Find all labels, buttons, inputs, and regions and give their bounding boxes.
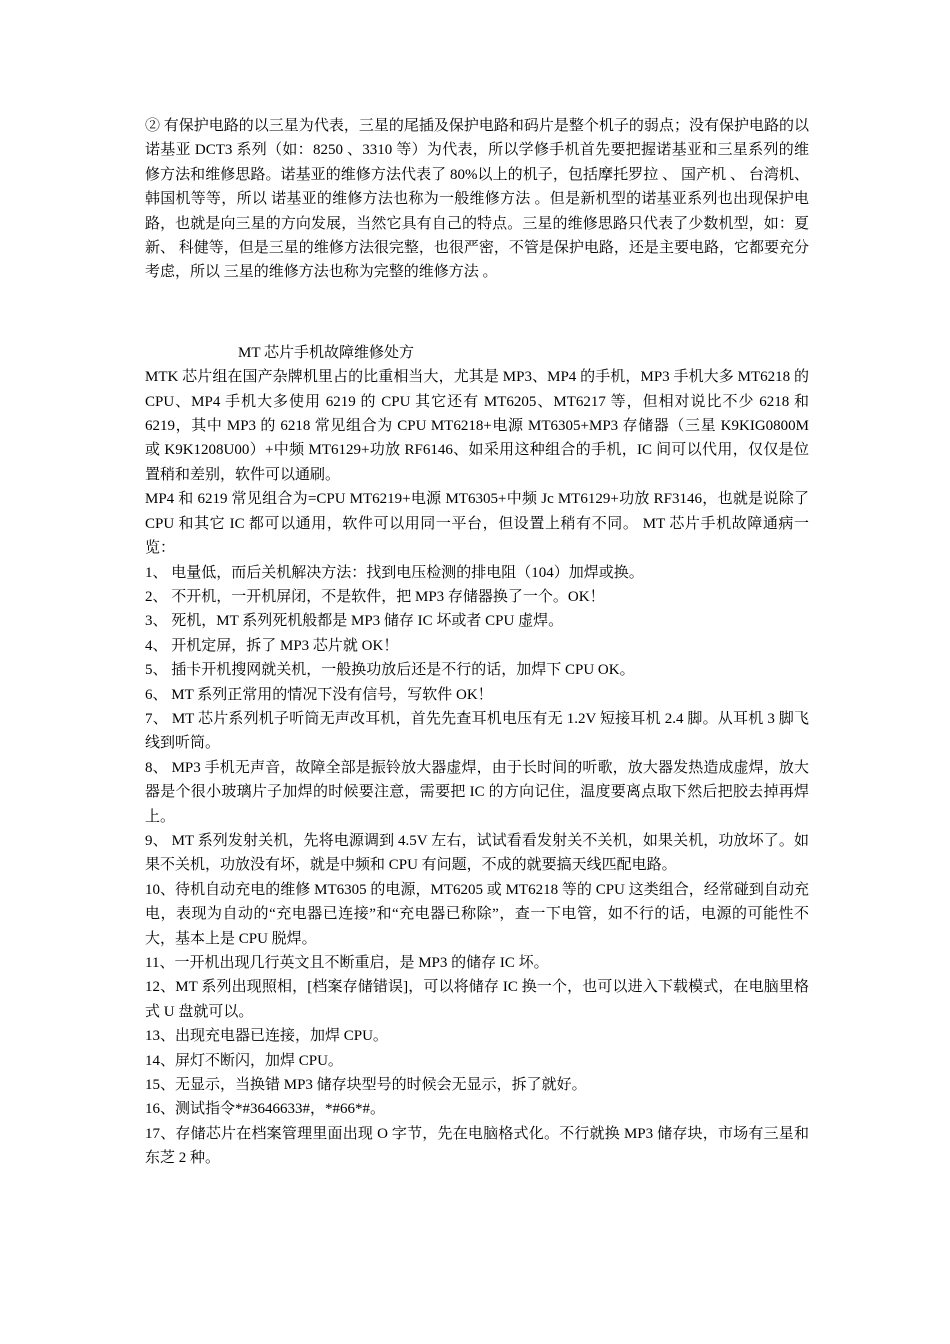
list-item: 11、一开机出现几行英文且不断重启，是 MP3 的储存 IC 坏。 (145, 955, 549, 971)
list-item: 2、 不开机，一开机屏闭，不是软件，把 MP3 存储器换了一个。OK！ (145, 588, 605, 605)
mp4-paragraph: MP4 和 6219 常见组合为=CPU MT6219+电源 MT6305+中频 Jc MT6129+功放 RF3146，也就是说除了 CPU 和其它 IC 都可以通用，软件可以用同一平台，但设置上稍有不同。 MT 芯片手机故障通病一览： (145, 491, 809, 557)
list-item: 9、 MT 系列发射关机，先将电源调到 4.5V 左右，试试看看发射关不关机，如果关机，功放坏了。如果不关机，功放没有坏，就是中频和 CPU 有问题，不成的就要搞天线匹配电路。 (145, 832, 809, 874)
list-item: 6、 MT 系列正常用的情况下没有信号，写软件 OK！ (145, 686, 493, 703)
list-item: 7、 MT 芯片系列机子听筒无声改耳机，首先先查耳机电压有无 1.2V 短接耳机 2.4 脚。从耳机 3 脚飞线到听筒。 (145, 710, 809, 752)
list-item: 13、出现充电器已连接，加焊 CPU。 (145, 1028, 388, 1045)
list-item: 16、测试指令*#3646633#，*#66*#。 (145, 1101, 386, 1118)
list-item: 5、 插卡开机搜网就关机，一般换功放后还是不行的话，加焊下 CPU OK。 (145, 662, 635, 679)
list-item: 4、 开机定屏，拆了 MP3 芯片就 OK！ (145, 637, 399, 654)
list-item: 8、 MP3 手机无声音，故障全部是振铃放大器虚焊，由于长时间的听歌，放大器发热造成虚焊，放大器是个很小玻璃片子加焊的时候要注意，需要把 IC 的方向记住，温度要离点取下然后把胶去掉再焊上。 (145, 759, 809, 825)
list-item: 17、存储芯片在档案管理里面出现 O 字节，先在电脑格式化。不行就换 MP3 储存块，市场有三星和东芝 2 种。 (145, 1125, 809, 1167)
document-page (145, 114, 809, 1171)
list-item: 10、待机自动充电的维修 MT6305 的电源，MT6205 或 MT6218 等的 CPU 这类组合，经常碰到自动充电，表现为自动的“充电器已连接”和“充电器已称除”，查一下电管，如不行的话，电源的可能性不大，基本上是 CPU 脱焊。 (145, 881, 809, 947)
intro-paragraph: ② 有保护电路的以三星为代表，三星的尾插及保护电路和码片是整个机子的弱点；没有保护电路的以诺基亚 DCT3 系列（如：8250 、3310 等）为代表，所以学修手机首先要把握诺基亚和三星系列的维修方法和维修思路。诺基亚的维修方法代表了 80%以上的机子，包括摩托罗拉 、 国产机 、 台湾机、韩国机等等，所以 诺基亚的维修方法也称为一般维修方法 。但是新机型的诺基亚系列也出现保护电路，也就是向三星的方向发展，当然它具有自己的特点。三星的维修思路只代表了少数机型，如：夏新、 科健等，但是三星的维修方法很完整，也很严密，不管是保护电路，还是主要电路，它都要充分考虑，所以 三星的维修方法也称为完整的维修方法 。 (145, 118, 809, 281)
list-item: 15、无显示，当换错 MP3 储存块型号的时候会无显示，拆了就好。 (145, 1077, 587, 1094)
list-item: 3、 死机，MT 系列死机般都是 MP3 储存 IC 坏或者 CPU 虚焊。 (145, 613, 564, 630)
section-title: MT 芯片手机故障维修处方 (238, 344, 414, 361)
list-item: 14、屏灯不断闪，加焊 CPU。 (145, 1052, 343, 1069)
section-gap (145, 285, 809, 341)
mtk-paragraph: MTK 芯片组在国产杂牌机里占的比重相当大，尤其是 MP3、MP4 的手机，MP3 手机大多 MT6218 的 CPU、MP4 手机大多使用 6219 的 CPU 其它还有 MT6205、MT6217 等，但相对说比不少 6218 和 6219，其中 MP3 的 6218 常见组合为 CPU MT6218+电源 MT6305+MP3 存储器（三星 K9KIG0800M 或 K9K1208U00）+中频 MT6129+功放 RF6146、如采用这种组合的手机，IC 间可以代用，仅仅是位置稍和差别，软件可以通刷。 (145, 369, 809, 483)
list-item: 12、MT 系列出现照相，[档案存储错误]，可以将储存 IC 换一个，也可以进入下载模式，在电脑里格式 U 盘就可以。 (145, 979, 809, 1020)
list-item: 1、 电量低，而后关机解决方法：找到电压检测的排电阻（104）加焊或换。 (145, 564, 644, 581)
